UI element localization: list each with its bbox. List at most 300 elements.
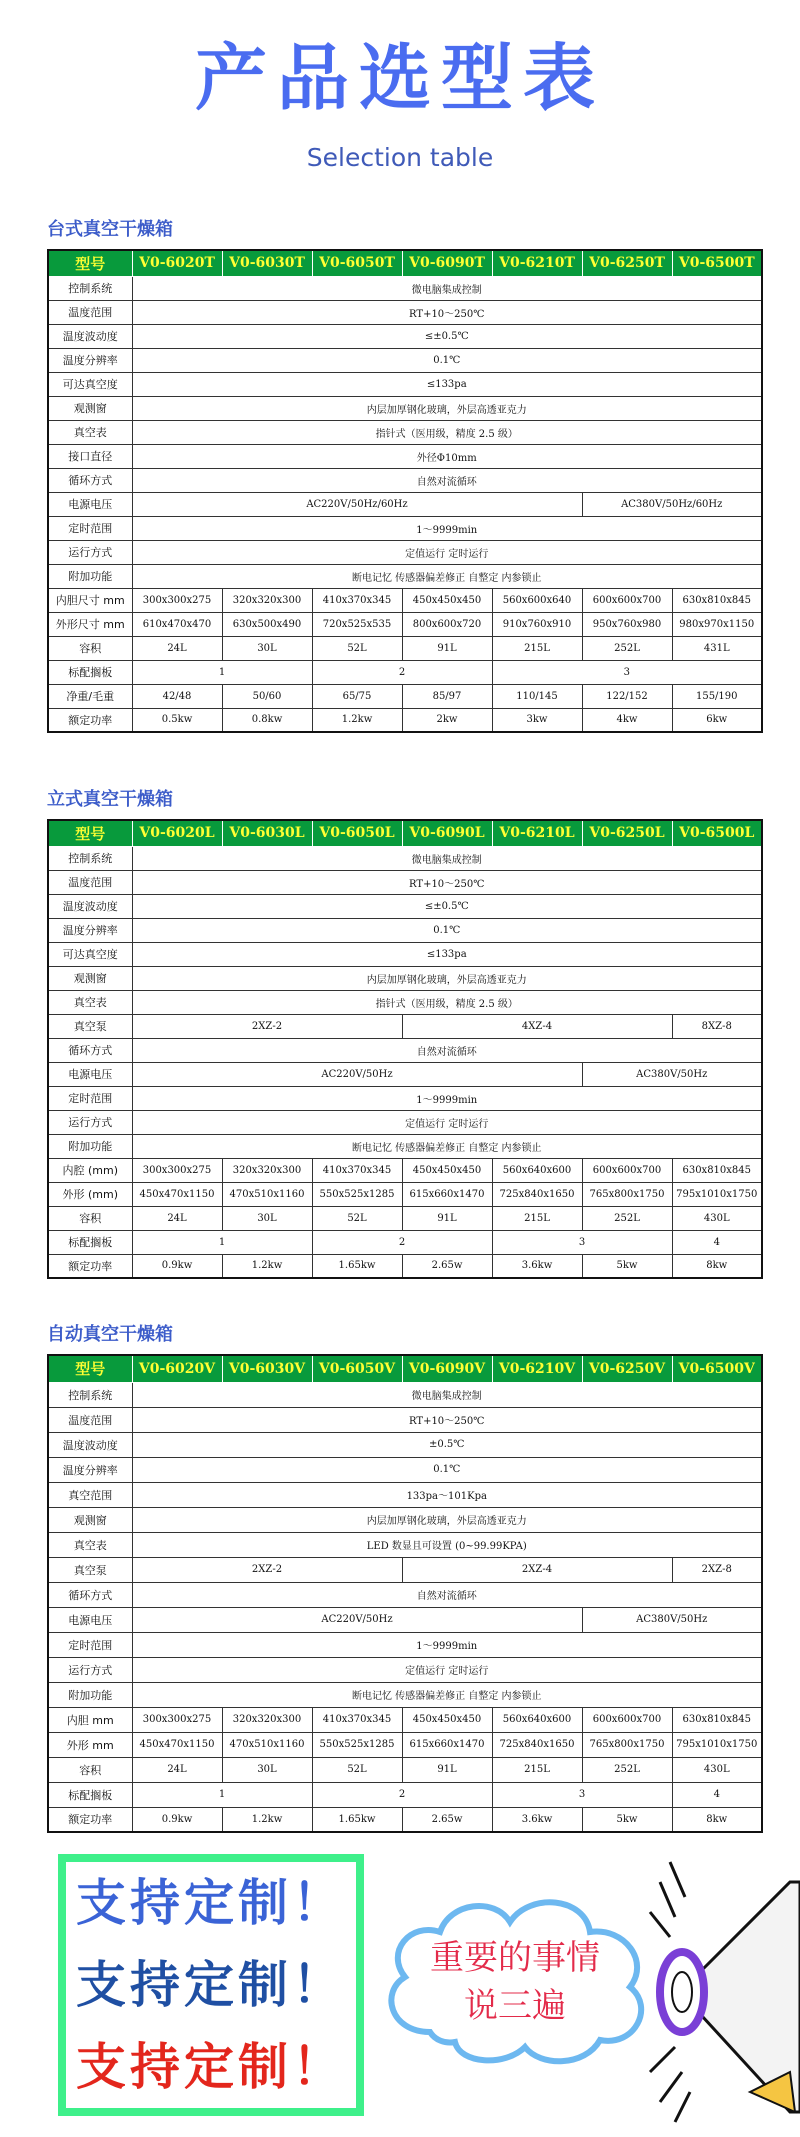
table-cell: 1.65kw [312, 1807, 402, 1832]
table-row [48, 1230, 762, 1254]
table-cell: 630x500x490 [222, 612, 312, 636]
table-cell: 600x600x700 [582, 1158, 672, 1182]
row-label: 接口直径 [48, 444, 132, 468]
table-cell: AC380V/50Hz [582, 1607, 762, 1632]
model-header-cell: V0-6050V [312, 1355, 402, 1382]
table-row [48, 1807, 762, 1832]
table-cell: 5kw [582, 1254, 672, 1278]
row-label: 观测窗 [48, 1507, 132, 1532]
table-cell: 320x320x300 [222, 1158, 312, 1182]
table-cell: 252L [582, 1206, 672, 1230]
table-cell: 65/75 [312, 684, 402, 708]
table-row [48, 468, 762, 492]
table-row [48, 1757, 762, 1782]
table-cell: 4XZ-4 [402, 1014, 672, 1038]
row-label: 运行方式 [48, 1657, 132, 1682]
table-row [48, 1657, 762, 1682]
row-label: 真空范围 [48, 1482, 132, 1507]
table-cell: 2XZ-2 [132, 1014, 402, 1038]
table-cell: RT+10～250℃ [132, 870, 762, 894]
table-row [48, 444, 762, 468]
row-label: 附加功能 [48, 1682, 132, 1707]
model-header-label: 型号 [48, 250, 132, 276]
table-cell: 3.6kw [492, 1254, 582, 1278]
row-label: 运行方式 [48, 1110, 132, 1134]
custom-line-1: 支持定制！ [76, 1874, 346, 1932]
model-header-cell: V0-6050T [312, 250, 402, 276]
table-cell: 795x1010x1750 [672, 1732, 762, 1757]
row-label: 温度波动度 [48, 1432, 132, 1457]
table-cell: 560x600x640 [492, 588, 582, 612]
table-cell: 610x470x470 [132, 612, 222, 636]
table-cell: 300x300x275 [132, 1707, 222, 1732]
table-cell: 795x1010x1750 [672, 1182, 762, 1206]
row-label: 温度范围 [48, 1407, 132, 1432]
table-cell: 内层加厚钢化玻璃，外层高透亚克力 [132, 396, 762, 420]
table-cell: 6kw [672, 708, 762, 732]
table-cell: 950x760x980 [582, 612, 672, 636]
table-cell: 765x800x1750 [582, 1732, 672, 1757]
table-cell: 410x370x345 [312, 588, 402, 612]
model-header-cell: V0-6020L [132, 820, 222, 846]
table-cell: 1 [132, 1782, 312, 1807]
row-label: 温度波动度 [48, 324, 132, 348]
table-cell: 133pa～101Kpa [132, 1482, 762, 1507]
row-label: 循环方式 [48, 468, 132, 492]
table-cell: 微电脑集成控制 [132, 1382, 762, 1407]
page-header [0, 0, 800, 200]
row-label: 外形 mm [48, 1732, 132, 1757]
table-cell: 30L [222, 1757, 312, 1782]
table-cell: 300x300x275 [132, 1158, 222, 1182]
table-cell: 4kw [582, 708, 672, 732]
row-label: 温度分辨率 [48, 918, 132, 942]
table-cell: 0.9kw [132, 1254, 222, 1278]
table-cell: 8XZ-8 [672, 1014, 762, 1038]
table-cell: 91L [402, 1757, 492, 1782]
custom-banner [0, 1842, 800, 2137]
table-cell: 自然对流循环 [132, 1038, 762, 1062]
table-cell: 4 [672, 1230, 762, 1254]
table-cell: 600x600x700 [582, 1707, 672, 1732]
table-row [48, 1607, 762, 1632]
table-cell: 450x450x450 [402, 1158, 492, 1182]
table-cell: 定值运行 定时运行 [132, 1110, 762, 1134]
table-cell: 3 [492, 1782, 672, 1807]
row-label: 定时范围 [48, 516, 132, 540]
table-cell: 0.1℃ [132, 1457, 762, 1482]
table-cell: 300x300x275 [132, 588, 222, 612]
table-row [48, 1182, 762, 1206]
row-label: 温度范围 [48, 300, 132, 324]
table-cell: 微电脑集成控制 [132, 276, 762, 300]
table-cell: 320x320x300 [222, 1707, 312, 1732]
table-cell: 410x370x345 [312, 1707, 402, 1732]
custom-line-3: 支持定制！ [76, 2038, 346, 2096]
table-row [48, 918, 762, 942]
row-label: 循环方式 [48, 1582, 132, 1607]
table-cell: 252L [582, 636, 672, 660]
megaphone-icon [640, 1842, 800, 2137]
table-row [48, 276, 762, 300]
table-cell: 0.8kw [222, 708, 312, 732]
row-label: 可达真空度 [48, 372, 132, 396]
table-cell: AC220V/50Hz [132, 1607, 582, 1632]
row-label: 定时范围 [48, 1632, 132, 1657]
model-header-cell: V0-6090T [402, 250, 492, 276]
table-cell: 内层加厚钢化玻璃，外层高透亚克力 [132, 1507, 762, 1532]
table-cell: 自然对流循环 [132, 1582, 762, 1607]
table-cell: ≤133pa [132, 372, 762, 396]
table-cell: 5kw [582, 1807, 672, 1832]
table-cell: RT+10～250℃ [132, 300, 762, 324]
table-row [48, 396, 762, 420]
row-label: 内胆尺寸 mm [48, 588, 132, 612]
page-title: 产品选型表 [194, 35, 605, 120]
row-label: 外形尺寸 mm [48, 612, 132, 636]
table-cell: 91L [402, 636, 492, 660]
table-cell: 52L [312, 1757, 402, 1782]
table-cell: ≤±0.5℃ [132, 894, 762, 918]
table-cell: 450x470x1150 [132, 1182, 222, 1206]
model-header-cell: V0-6210T [492, 250, 582, 276]
table-cell: 110/145 [492, 684, 582, 708]
table-cell: 50/60 [222, 684, 312, 708]
table-row [48, 588, 762, 612]
table-cell: 24L [132, 636, 222, 660]
table-row [48, 1507, 762, 1532]
table-row [48, 1382, 762, 1407]
customization-box [58, 1854, 364, 2116]
table-cell: 725x840x1650 [492, 1732, 582, 1757]
model-header-cell: V0-6050L [312, 820, 402, 846]
table-cell: 560x640x600 [492, 1707, 582, 1732]
table-cell: 560x640x600 [492, 1158, 582, 1182]
table-cell: 615x660x1470 [402, 1182, 492, 1206]
table-cell: 52L [312, 636, 402, 660]
table-cell: 4 [672, 1782, 762, 1807]
table-header-row [48, 820, 762, 846]
table-cell: AC220V/50Hz/60Hz [132, 492, 582, 516]
table-row [48, 1582, 762, 1607]
table-cell: 3 [492, 1230, 672, 1254]
model-header-cell: V0-6090L [402, 820, 492, 846]
row-label: 额定功率 [48, 1807, 132, 1832]
table-cell: 42/48 [132, 684, 222, 708]
table-row [48, 942, 762, 966]
table-row [48, 846, 762, 870]
table-cell: 765x800x1750 [582, 1182, 672, 1206]
table-cell: 1 [132, 660, 312, 684]
table-cell: 431L [672, 636, 762, 660]
table-cell: 725x840x1650 [492, 1182, 582, 1206]
table-cell: 3kw [492, 708, 582, 732]
row-label: 控制系统 [48, 1382, 132, 1407]
table-header-row [48, 1355, 762, 1382]
table-cell: 1～9999min [132, 1086, 762, 1110]
model-header-cell: V0-6250V [582, 1355, 672, 1382]
table-cell: 410x370x345 [312, 1158, 402, 1182]
table-cell: 0.5kw [132, 708, 222, 732]
table-cell: AC380V/50Hz [582, 1062, 762, 1086]
table-cell: 指针式（医用级，精度 2.5 级） [132, 990, 762, 1014]
model-header-cell: V0-6020T [132, 250, 222, 276]
table-row [48, 540, 762, 564]
table-cell: 自然对流循环 [132, 468, 762, 492]
table-cell: 断电记忆 传感器偏差修正 自整定 内参锁止 [132, 1134, 762, 1158]
table-row [48, 1482, 762, 1507]
table-cell: 2 [312, 1230, 492, 1254]
row-label: 外形 (mm) [48, 1182, 132, 1206]
cloud-text-line2: 说三遍 [464, 1986, 566, 2026]
row-label: 真空泵 [48, 1014, 132, 1038]
table-cell: 720x525x535 [312, 612, 402, 636]
row-label: 循环方式 [48, 1038, 132, 1062]
row-label: 控制系统 [48, 276, 132, 300]
row-label: 温度范围 [48, 870, 132, 894]
row-label: 标配搁板 [48, 1230, 132, 1254]
table-cell: 0.9kw [132, 1807, 222, 1832]
table-cell: 定值运行 定时运行 [132, 540, 762, 564]
table-cell: 450x470x1150 [132, 1732, 222, 1757]
model-header-cell: V0-6500L [672, 820, 762, 846]
table-cell: 470x510x1160 [222, 1182, 312, 1206]
section-title: 台式真空干燥箱 [47, 219, 173, 240]
table-cell: 2.65w [402, 1807, 492, 1832]
model-header-cell: V0-6500V [672, 1355, 762, 1382]
table-row [48, 1407, 762, 1432]
table-cell: 450x450x450 [402, 588, 492, 612]
table-row [48, 1557, 762, 1582]
row-label: 真空表 [48, 1532, 132, 1557]
table-row [48, 372, 762, 396]
table-cell: AC220V/50Hz [132, 1062, 582, 1086]
table-cell: 600x600x700 [582, 588, 672, 612]
table-row [48, 1782, 762, 1807]
table-cell: 1.65kw [312, 1254, 402, 1278]
table-cell: 430L [672, 1757, 762, 1782]
row-label: 观测窗 [48, 396, 132, 420]
table-cell: RT+10～250℃ [132, 1407, 762, 1432]
custom-line-2: 支持定制！ [76, 1956, 346, 2014]
table-cell: LED 数显且可设置 (0~99.99KPA) [132, 1532, 762, 1557]
table-row [48, 612, 762, 636]
table-cell: 断电记忆 传感器偏差修正 自整定 内参锁止 [132, 1682, 762, 1707]
table-cell: 550x525x1285 [312, 1732, 402, 1757]
row-label: 可达真空度 [48, 942, 132, 966]
table-row [48, 1682, 762, 1707]
table-row [48, 1457, 762, 1482]
table-row [48, 516, 762, 540]
table-cell: 550x525x1285 [312, 1182, 402, 1206]
table-cell: ≤133pa [132, 942, 762, 966]
row-label: 额定功率 [48, 1254, 132, 1278]
table-cell: ±0.5℃ [132, 1432, 762, 1457]
model-header-cell: V0-6030T [222, 250, 312, 276]
table-row [48, 1206, 762, 1230]
table-cell: 2kw [402, 708, 492, 732]
table-cell: 1～9999min [132, 516, 762, 540]
table-row [48, 990, 762, 1014]
row-label: 真空表 [48, 990, 132, 1014]
table-row [48, 1134, 762, 1158]
section-auto-vacuum-oven [47, 1320, 761, 1833]
model-header-cell: V0-6020V [132, 1355, 222, 1382]
table-cell: 0.1℃ [132, 348, 762, 372]
table-cell: 1.2kw [312, 708, 402, 732]
table-row [48, 636, 762, 660]
table-cell: 122/152 [582, 684, 672, 708]
table-cell: 1 [132, 1230, 312, 1254]
table-cell: 2XZ-2 [132, 1557, 402, 1582]
table-cell: 2 [312, 1782, 492, 1807]
table-cell: AC380V/50Hz/60Hz [582, 492, 762, 516]
row-label: 容积 [48, 1206, 132, 1230]
table-cell: 2XZ-8 [672, 1557, 762, 1582]
table-cell: 3 [492, 660, 762, 684]
row-label: 内胆 mm [48, 1707, 132, 1732]
table-cell: 320x320x300 [222, 588, 312, 612]
row-label: 真空表 [48, 420, 132, 444]
model-header-cell: V0-6250L [582, 820, 672, 846]
table-cell: 8kw [672, 1254, 762, 1278]
row-label: 温度分辨率 [48, 348, 132, 372]
table-cell: 215L [492, 1757, 582, 1782]
table-header-row [48, 250, 762, 276]
row-label: 电源电压 [48, 1607, 132, 1632]
table-row [48, 966, 762, 990]
table-cell: 470x510x1160 [222, 1732, 312, 1757]
row-label: 标配搁板 [48, 1782, 132, 1807]
table-cell: 615x660x1470 [402, 1732, 492, 1757]
model-header-cell: V0-6250T [582, 250, 672, 276]
model-header-cell: V0-6210L [492, 820, 582, 846]
table-row [48, 1038, 762, 1062]
table-cell: 0.1℃ [132, 918, 762, 942]
table-cell: 1～9999min [132, 1632, 762, 1657]
row-label: 运行方式 [48, 540, 132, 564]
table-row [48, 1086, 762, 1110]
table-row [48, 1707, 762, 1732]
row-label: 电源电压 [48, 492, 132, 516]
table-cell: 8kw [672, 1807, 762, 1832]
row-label: 容积 [48, 1757, 132, 1782]
model-header-label: 型号 [48, 1355, 132, 1382]
table-cell: 内层加厚钢化玻璃，外层高透亚克力 [132, 966, 762, 990]
section-title: 自动真空干燥箱 [47, 1324, 173, 1345]
table-cell: 800x600x720 [402, 612, 492, 636]
model-header-cell: V0-6030V [222, 1355, 312, 1382]
section-title: 立式真空干燥箱 [47, 789, 173, 810]
table-cell: 24L [132, 1757, 222, 1782]
row-label: 额定功率 [48, 708, 132, 732]
table-row [48, 348, 762, 372]
table-row [48, 564, 762, 588]
table-cell: 85/97 [402, 684, 492, 708]
table-cell: 910x760x910 [492, 612, 582, 636]
table-cell: 外径Φ10mm [132, 444, 762, 468]
spec-table [47, 819, 763, 1279]
row-label: 定时范围 [48, 1086, 132, 1110]
table-row [48, 1632, 762, 1657]
table-cell: 630x810x845 [672, 1158, 762, 1182]
table-cell: 215L [492, 1206, 582, 1230]
table-cell: 155/190 [672, 684, 762, 708]
table-row [48, 870, 762, 894]
table-cell: 定值运行 定时运行 [132, 1657, 762, 1682]
table-row [48, 300, 762, 324]
table-cell: 630x810x845 [672, 588, 762, 612]
table-row [48, 894, 762, 918]
table-row [48, 1062, 762, 1086]
section-vertical-vacuum-oven [47, 785, 761, 1279]
row-label: 温度波动度 [48, 894, 132, 918]
page-subtitle: Selection table [306, 143, 494, 173]
table-row [48, 324, 762, 348]
row-label: 附加功能 [48, 1134, 132, 1158]
table-cell: 24L [132, 1206, 222, 1230]
table-cell: 断电记忆 传感器偏差修正 自整定 内参锁止 [132, 564, 762, 588]
table-cell: 30L [222, 636, 312, 660]
table-row [48, 1158, 762, 1182]
model-header-cell: V0-6030L [222, 820, 312, 846]
table-row [48, 1014, 762, 1038]
table-row [48, 1432, 762, 1457]
section-desktop-vacuum-oven [47, 215, 761, 733]
model-header-cell: V0-6090V [402, 1355, 492, 1382]
table-row [48, 1732, 762, 1757]
row-label: 观测窗 [48, 966, 132, 990]
table-row [48, 492, 762, 516]
table-cell: 630x810x845 [672, 1707, 762, 1732]
table-cell: 2XZ-4 [402, 1557, 672, 1582]
table-cell: 2.65w [402, 1254, 492, 1278]
row-label: 控制系统 [48, 846, 132, 870]
table-cell: 指针式（医用级，精度 2.5 级） [132, 420, 762, 444]
spec-table [47, 1354, 763, 1833]
table-cell: 980x970x1150 [672, 612, 762, 636]
table-cell: 91L [402, 1206, 492, 1230]
table-row [48, 1110, 762, 1134]
table-cell: 30L [222, 1206, 312, 1230]
table-cell: 52L [312, 1206, 402, 1230]
row-label: 内腔 (mm) [48, 1158, 132, 1182]
table-cell: 1.2kw [222, 1254, 312, 1278]
model-header-label: 型号 [48, 820, 132, 846]
row-label: 容积 [48, 636, 132, 660]
table-cell: 430L [672, 1206, 762, 1230]
table-row [48, 420, 762, 444]
spec-table [47, 249, 763, 733]
row-label: 电源电压 [48, 1062, 132, 1086]
table-row [48, 708, 762, 732]
table-cell: ≤±0.5℃ [132, 324, 762, 348]
row-label: 温度分辨率 [48, 1457, 132, 1482]
cloud-text-line1: 重要的事情 [430, 1938, 600, 1978]
table-cell: 215L [492, 636, 582, 660]
table-cell: 3.6kw [492, 1807, 582, 1832]
row-label: 标配搁板 [48, 660, 132, 684]
table-cell: 252L [582, 1757, 672, 1782]
table-cell: 2 [312, 660, 492, 684]
table-row [48, 1254, 762, 1278]
row-label: 净重/毛重 [48, 684, 132, 708]
model-header-cell: V0-6500T [672, 250, 762, 276]
table-row [48, 660, 762, 684]
table-row [48, 1532, 762, 1557]
table-cell: 450x450x450 [402, 1707, 492, 1732]
row-label: 附加功能 [48, 564, 132, 588]
